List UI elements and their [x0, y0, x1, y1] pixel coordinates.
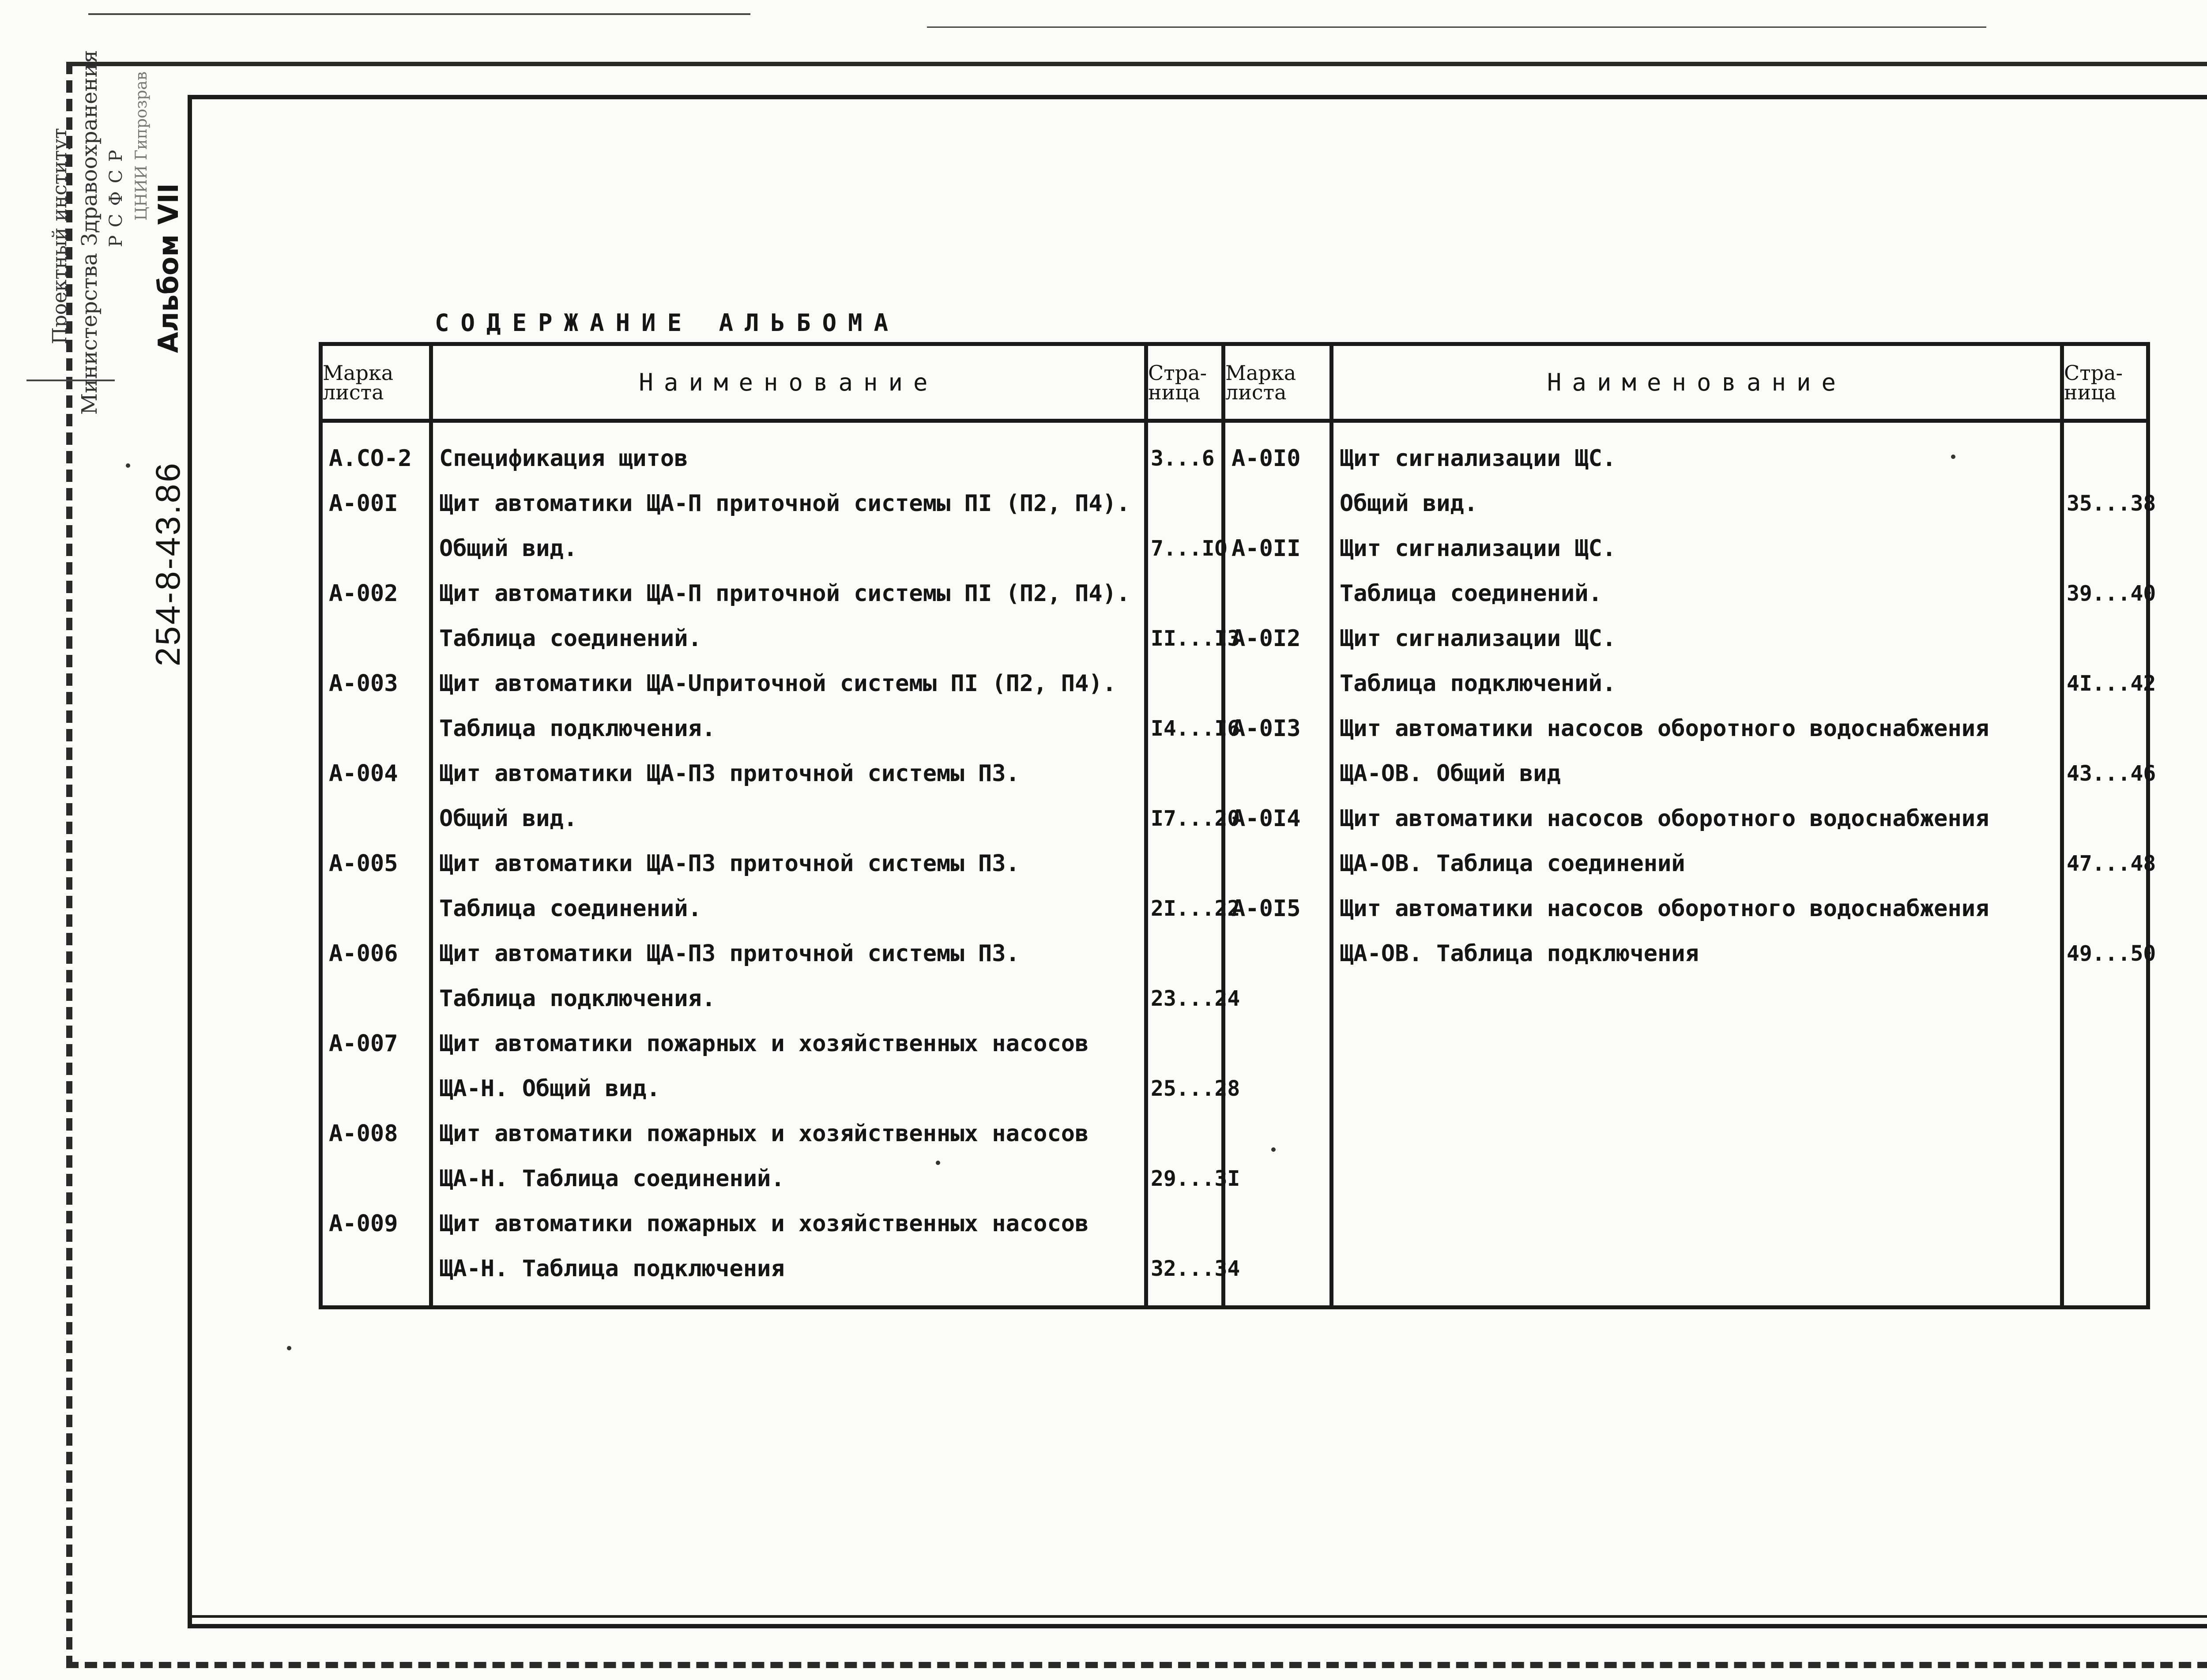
sheet-pages: 4I...42 — [2067, 671, 2156, 696]
sheet-mark: А-0II — [1232, 535, 1301, 562]
sheet-name: Щит автоматики пожарных и хозяйственных насосов — [439, 1030, 1089, 1057]
sheet-mark: А-004 — [329, 760, 398, 787]
sheet-name: Таблица соединений. — [1340, 580, 1602, 607]
header-mark-right: Марка листа — [1224, 344, 1332, 421]
left-mark-column — [321, 421, 431, 1308]
sheet-name: Общий вид. — [439, 805, 578, 832]
sheet-mark: А-006 — [329, 940, 398, 967]
header-name-left: Наименование — [431, 344, 1146, 421]
stamp-extra: ЦНИИ Гипрозрав — [132, 71, 151, 221]
left-name-column — [431, 421, 1146, 1308]
sheet-name: Щит автоматики ЩА-Uприточной системы ПI (П2, П4). — [439, 670, 1117, 697]
album-label: Альбом VII — [152, 183, 185, 353]
sheet-name: Щит автоматики пожарных и хозяйственных насосов — [439, 1120, 1089, 1147]
contents-table — [319, 342, 2156, 1309]
header-page-right: Стра- ница — [2062, 344, 2148, 421]
sheet-pages: II...I3 — [1151, 626, 1240, 651]
sheet-pages: 47...48 — [2067, 851, 2156, 876]
stamp-country: РСФСР — [106, 142, 126, 247]
header-name-right: Наименование — [1332, 344, 2062, 421]
sheet-pages: 39...40 — [2067, 581, 2156, 606]
sheet-name: Щит сигнализации ЩС. — [1340, 445, 1616, 472]
sheet-mark: А-009 — [329, 1210, 398, 1237]
scan-mark — [88, 13, 750, 15]
header-mark-left: Марка листа — [321, 344, 431, 421]
sheet-pages: 23...24 — [1151, 986, 1240, 1011]
frame-double-line — [192, 1615, 2207, 1618]
stamp-ministry: Министерства Здравоохранения — [77, 50, 102, 415]
sheet-name: Щит автоматики ЩА-П приточной системы ПI (П2, П4). — [439, 490, 1130, 517]
stamp-organization: Проектный институт — [49, 128, 71, 344]
sheet-pages: 7...IO — [1151, 536, 1228, 561]
sheet-pages: 25...28 — [1151, 1076, 1240, 1101]
sheet-mark: А-008 — [329, 1120, 398, 1147]
sheet-name: Таблица подключения. — [439, 715, 716, 742]
right-pages-column — [2062, 421, 2156, 1308]
scan-dot — [287, 1346, 291, 1350]
sheet-mark: А-0I2 — [1232, 625, 1301, 652]
sheet-name: Щит автоматики ЩА-П приточной системы ПI (П2, П4). — [439, 580, 1130, 607]
sheet-mark: А.СО-2 — [329, 445, 412, 472]
sheet-mark: А-0I4 — [1232, 805, 1301, 832]
sheet-name: Щит автоматики насосов оборотного водоснабжения — [1340, 895, 1989, 922]
scan-mark — [927, 26, 1986, 28]
sheet-mark: А-0I0 — [1232, 445, 1301, 472]
sheet-name: Щит сигнализации ЩС. — [1340, 535, 1616, 562]
sheet-name: Щит автоматики насосов оборотного водоснабжения — [1340, 715, 1989, 742]
sheet-name: ЩА-ОВ. Таблица подключения — [1340, 940, 1699, 967]
sheet-pages: 3...6 — [1151, 446, 1215, 471]
sheet-name: ЩА-Н. Таблица подключения — [439, 1255, 785, 1282]
sheet-mark: А-00I — [329, 490, 398, 517]
scan-dot — [126, 463, 130, 468]
sheet-pages: 32...34 — [1151, 1256, 1240, 1281]
right-name-column — [1332, 421, 2062, 1308]
sheet-name: ЩА-Н. Общий вид. — [439, 1075, 660, 1102]
sheet-mark: А-0I5 — [1232, 895, 1301, 922]
sheet-mark: А-003 — [329, 670, 398, 697]
sheet-name: ЩА-ОВ. Общий вид — [1340, 760, 1561, 787]
sheet-name: Таблица соединений. — [439, 895, 702, 922]
sheet-name: Спецификация щитов — [439, 445, 688, 472]
sheet-name: Щит автоматики ЩА-П3 приточной системы П3. — [439, 760, 1020, 787]
sheet-mark: А-002 — [329, 580, 398, 607]
sheet-pages: 43...46 — [2067, 761, 2156, 786]
sheet-name: Щит автоматики ЩА-П3 приточной системы П3. — [439, 940, 1020, 967]
sheet-pages: 35...38 — [2067, 491, 2156, 516]
sheet-name: Общий вид. — [1340, 490, 1478, 517]
sheet-name: Общий вид. — [439, 535, 578, 562]
sheet-pages: I4...I6 — [1151, 716, 1240, 741]
sheet-name: Щит сигнализации ЩС. — [1340, 625, 1616, 652]
sheet-name: Таблица соединений. — [439, 625, 702, 652]
sheet-name: ЩА-ОВ. Таблица соединений — [1340, 850, 1685, 877]
sheet-pages: 29...3I — [1151, 1166, 1240, 1191]
table-header-row — [321, 344, 2148, 421]
sheet-name: ЩА-Н. Таблица соединений. — [439, 1165, 785, 1192]
sheet-mark: А-005 — [329, 850, 398, 877]
sheet-name: Таблица подключений. — [1340, 670, 1616, 697]
sheet-pages: 2I...22 — [1151, 896, 1240, 921]
sheet-name: Щит автоматики ЩА-П3 приточной системы П3. — [439, 850, 1020, 877]
sheet-name: Щит автоматики насосов оборотного водоснабжения — [1340, 805, 1989, 832]
sheet-pages: 49...50 — [2067, 941, 2156, 966]
table-body-row — [321, 421, 2148, 1308]
document-code: 254-8-43.86 — [148, 461, 187, 666]
sheet-pages: I7...20 — [1151, 806, 1240, 831]
sheet-name: Таблица подключения. — [439, 985, 716, 1012]
sheet-mark: А-0I3 — [1232, 715, 1301, 742]
header-page-left: Стра- ница — [1146, 344, 1224, 421]
sheet-name: Щит автоматики пожарных и хозяйственных насосов — [439, 1210, 1089, 1237]
left-pages-column — [1146, 421, 1240, 1308]
table-title: СОДЕРЖАНИЕ АЛЬБОМА — [435, 309, 900, 337]
sheet-mark: А-007 — [329, 1030, 398, 1057]
